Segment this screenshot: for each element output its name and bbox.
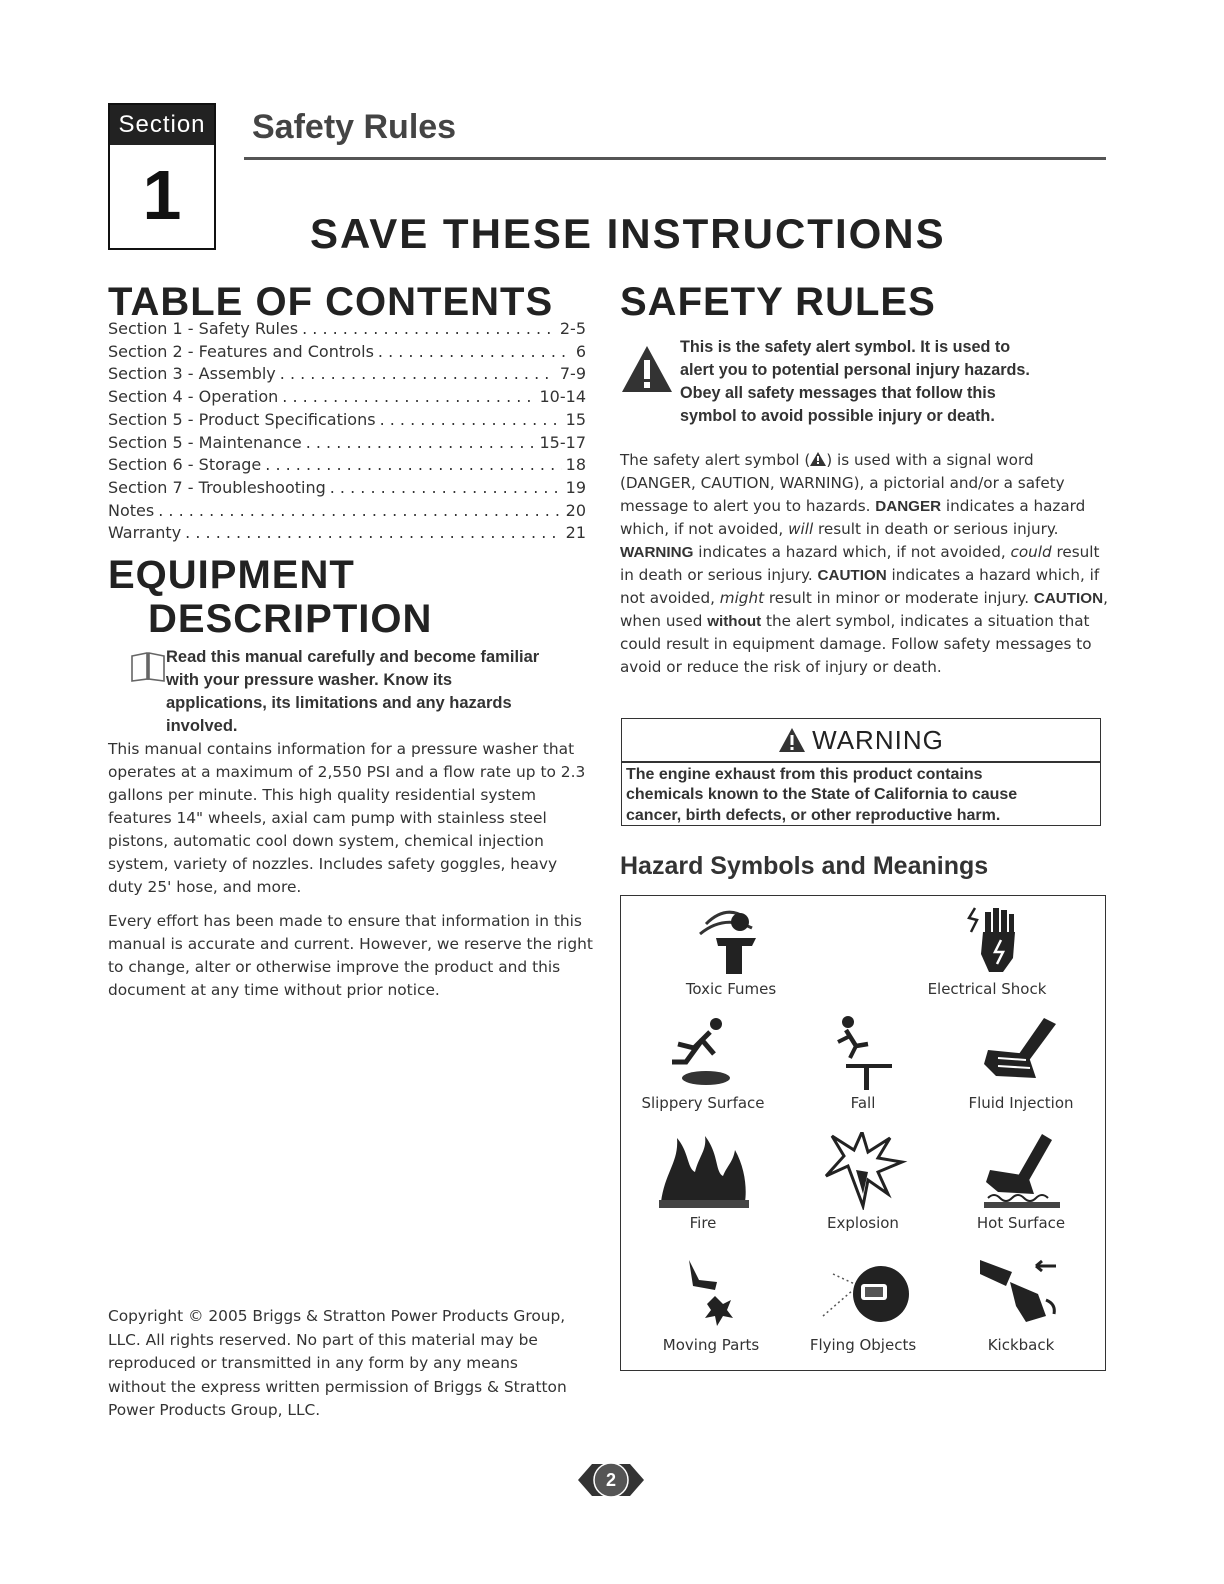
hazard-item: Explosion — [783, 1132, 943, 1232]
table-of-contents — [108, 318, 586, 545]
toc-row: Warranty . . . 21 — [108, 522, 586, 545]
warning-alert-icon — [778, 727, 806, 753]
read-manual-notice: Read this manual carefully and become familiar with your pressure washer. Know its applications, its limitations and any hazards involved. — [108, 646, 598, 738]
toc-row: Section 7 - Troubleshooting . . . 19 — [108, 477, 586, 500]
toxic-fumes-icon — [686, 904, 776, 976]
hazard-item: Flying Objects — [783, 1256, 943, 1354]
safety-signal-words-paragraph: The safety alert symbol ( ) is used with a signal word (DANGER, CAUTION, WARNING), a pictorial and/or a safety message to alert you to hazards. DANGER indicates a hazard which, if not avoided, will result in death or serious injury. WARNING indicates a hazard which, if not avoided, could result in death or serious injury. CAUTION indicates a hazard which, if not avoided, might result in minor or moderate injury. CAUTION, when used without the alert symbol, indicates a situation that could result in equipment damage. Follow safety messages to avoid or reduce the risk of injury or death. — [620, 451, 1108, 676]
toc-row: Section 5 - Product Specifications . . . 15 — [108, 409, 586, 432]
page-number-badge — [578, 1458, 644, 1502]
toc-heading: TABLE OF CONTENTS — [108, 280, 554, 324]
kickback-icon — [976, 1256, 1066, 1332]
toc-row: Section 6 - Storage . . . 18 — [108, 454, 586, 477]
hazard-item: Fluid Injection — [941, 1014, 1101, 1112]
fluid-injection-icon — [976, 1014, 1066, 1090]
toc-row: Section 5 - Maintenance . . . 15-17 — [108, 432, 586, 455]
save-instructions-title: SAVE THESE INSTRUCTIONS — [310, 210, 946, 257]
warning-header: WARNING — [622, 719, 1100, 761]
manual-book-icon — [130, 650, 166, 682]
hazard-item: Fire — [623, 1132, 783, 1232]
safety-alert-icon — [620, 344, 674, 394]
section-tag: Section — [110, 105, 214, 145]
flying-objects-icon — [813, 1256, 913, 1332]
hazard-item: Moving Parts — [631, 1256, 791, 1354]
toc-row: Notes . . . 20 — [108, 500, 586, 523]
page-title: Safety Rules — [252, 108, 457, 146]
fire-icon — [655, 1132, 751, 1210]
hazard-symbols-grid — [620, 895, 1106, 1371]
page-number: 2 — [605, 1470, 616, 1490]
moving-parts-icon — [671, 1256, 751, 1332]
hazard-item: Electrical Shock — [907, 904, 1067, 998]
electrical-shock-icon — [947, 904, 1027, 976]
hazard-item: Kickback — [941, 1256, 1101, 1354]
copyright-notice: Copyright © 2005 Briggs & Stratton Power Products Group, LLC. All rights reserved. No part of this material may be reproduced or transmitted in any form by any means without the express written permission of Briggs & Stratton Power Products Group, LLC. — [108, 1307, 567, 1419]
toc-row: Section 4 - Operation . . . 10-14 — [108, 386, 586, 409]
hot-surface-icon — [976, 1132, 1066, 1210]
hazard-item: Hot Surface — [941, 1132, 1101, 1232]
section-number: 1 — [142, 156, 182, 234]
explosion-icon — [818, 1132, 908, 1210]
section-badge — [108, 103, 216, 250]
warning-text: The engine exhaust from this product contains chemicals known to the State of California to cause cancer, birth defects, or other reproductive harm. — [626, 765, 1018, 824]
california-warning-box — [621, 718, 1101, 826]
fall-icon — [828, 1014, 898, 1090]
toc-row: Section 2 - Features and Controls . . . 6 — [108, 341, 586, 364]
inline-alert-icon — [810, 452, 826, 466]
hazard-symbols-heading: Hazard Symbols and Meanings — [620, 852, 989, 880]
equipment-paragraph-1: This manual contains information for a pressure washer that operates at a maximum of 2,550 PSI and a flow rate up to 2.3 gallons per minute. This high quality residential system features 14" wheels, axial cam pump with stainless steel pistons, automatic cool down system, chemical injection system, variety of nozzles. Includes safety goggles, heavy duty 25' hose, and more. — [108, 740, 586, 896]
safety-alert-notice: This is the safety alert symbol. It is used to alert you to potential personal injury hazards. Obey all safety messages that follow this symbol to avoid possible injury or death. — [620, 336, 1110, 428]
toc-row: Section 1 - Safety Rules . . . 2-5 — [108, 318, 586, 341]
hazard-item: Fall — [783, 1014, 943, 1112]
equipment-paragraph-2: Every effort has been made to ensure that information in this manual is accurate and current. However, we reserve the right to change, alter or otherwise improve the product and this document at any time without prior notice. — [108, 912, 593, 999]
slippery-surface-icon — [658, 1014, 748, 1090]
description-heading: DESCRIPTION — [148, 597, 433, 641]
safety-rules-heading: SAFETY RULES — [620, 280, 936, 324]
toc-row: Section 3 - Assembly . . . 7-9 — [108, 363, 586, 386]
equipment-heading: EQUIPMENT — [108, 553, 355, 597]
hazard-item: Toxic Fumes — [651, 904, 811, 998]
hazard-item: Slippery Surface — [623, 1014, 783, 1112]
header-divider — [244, 157, 1106, 160]
